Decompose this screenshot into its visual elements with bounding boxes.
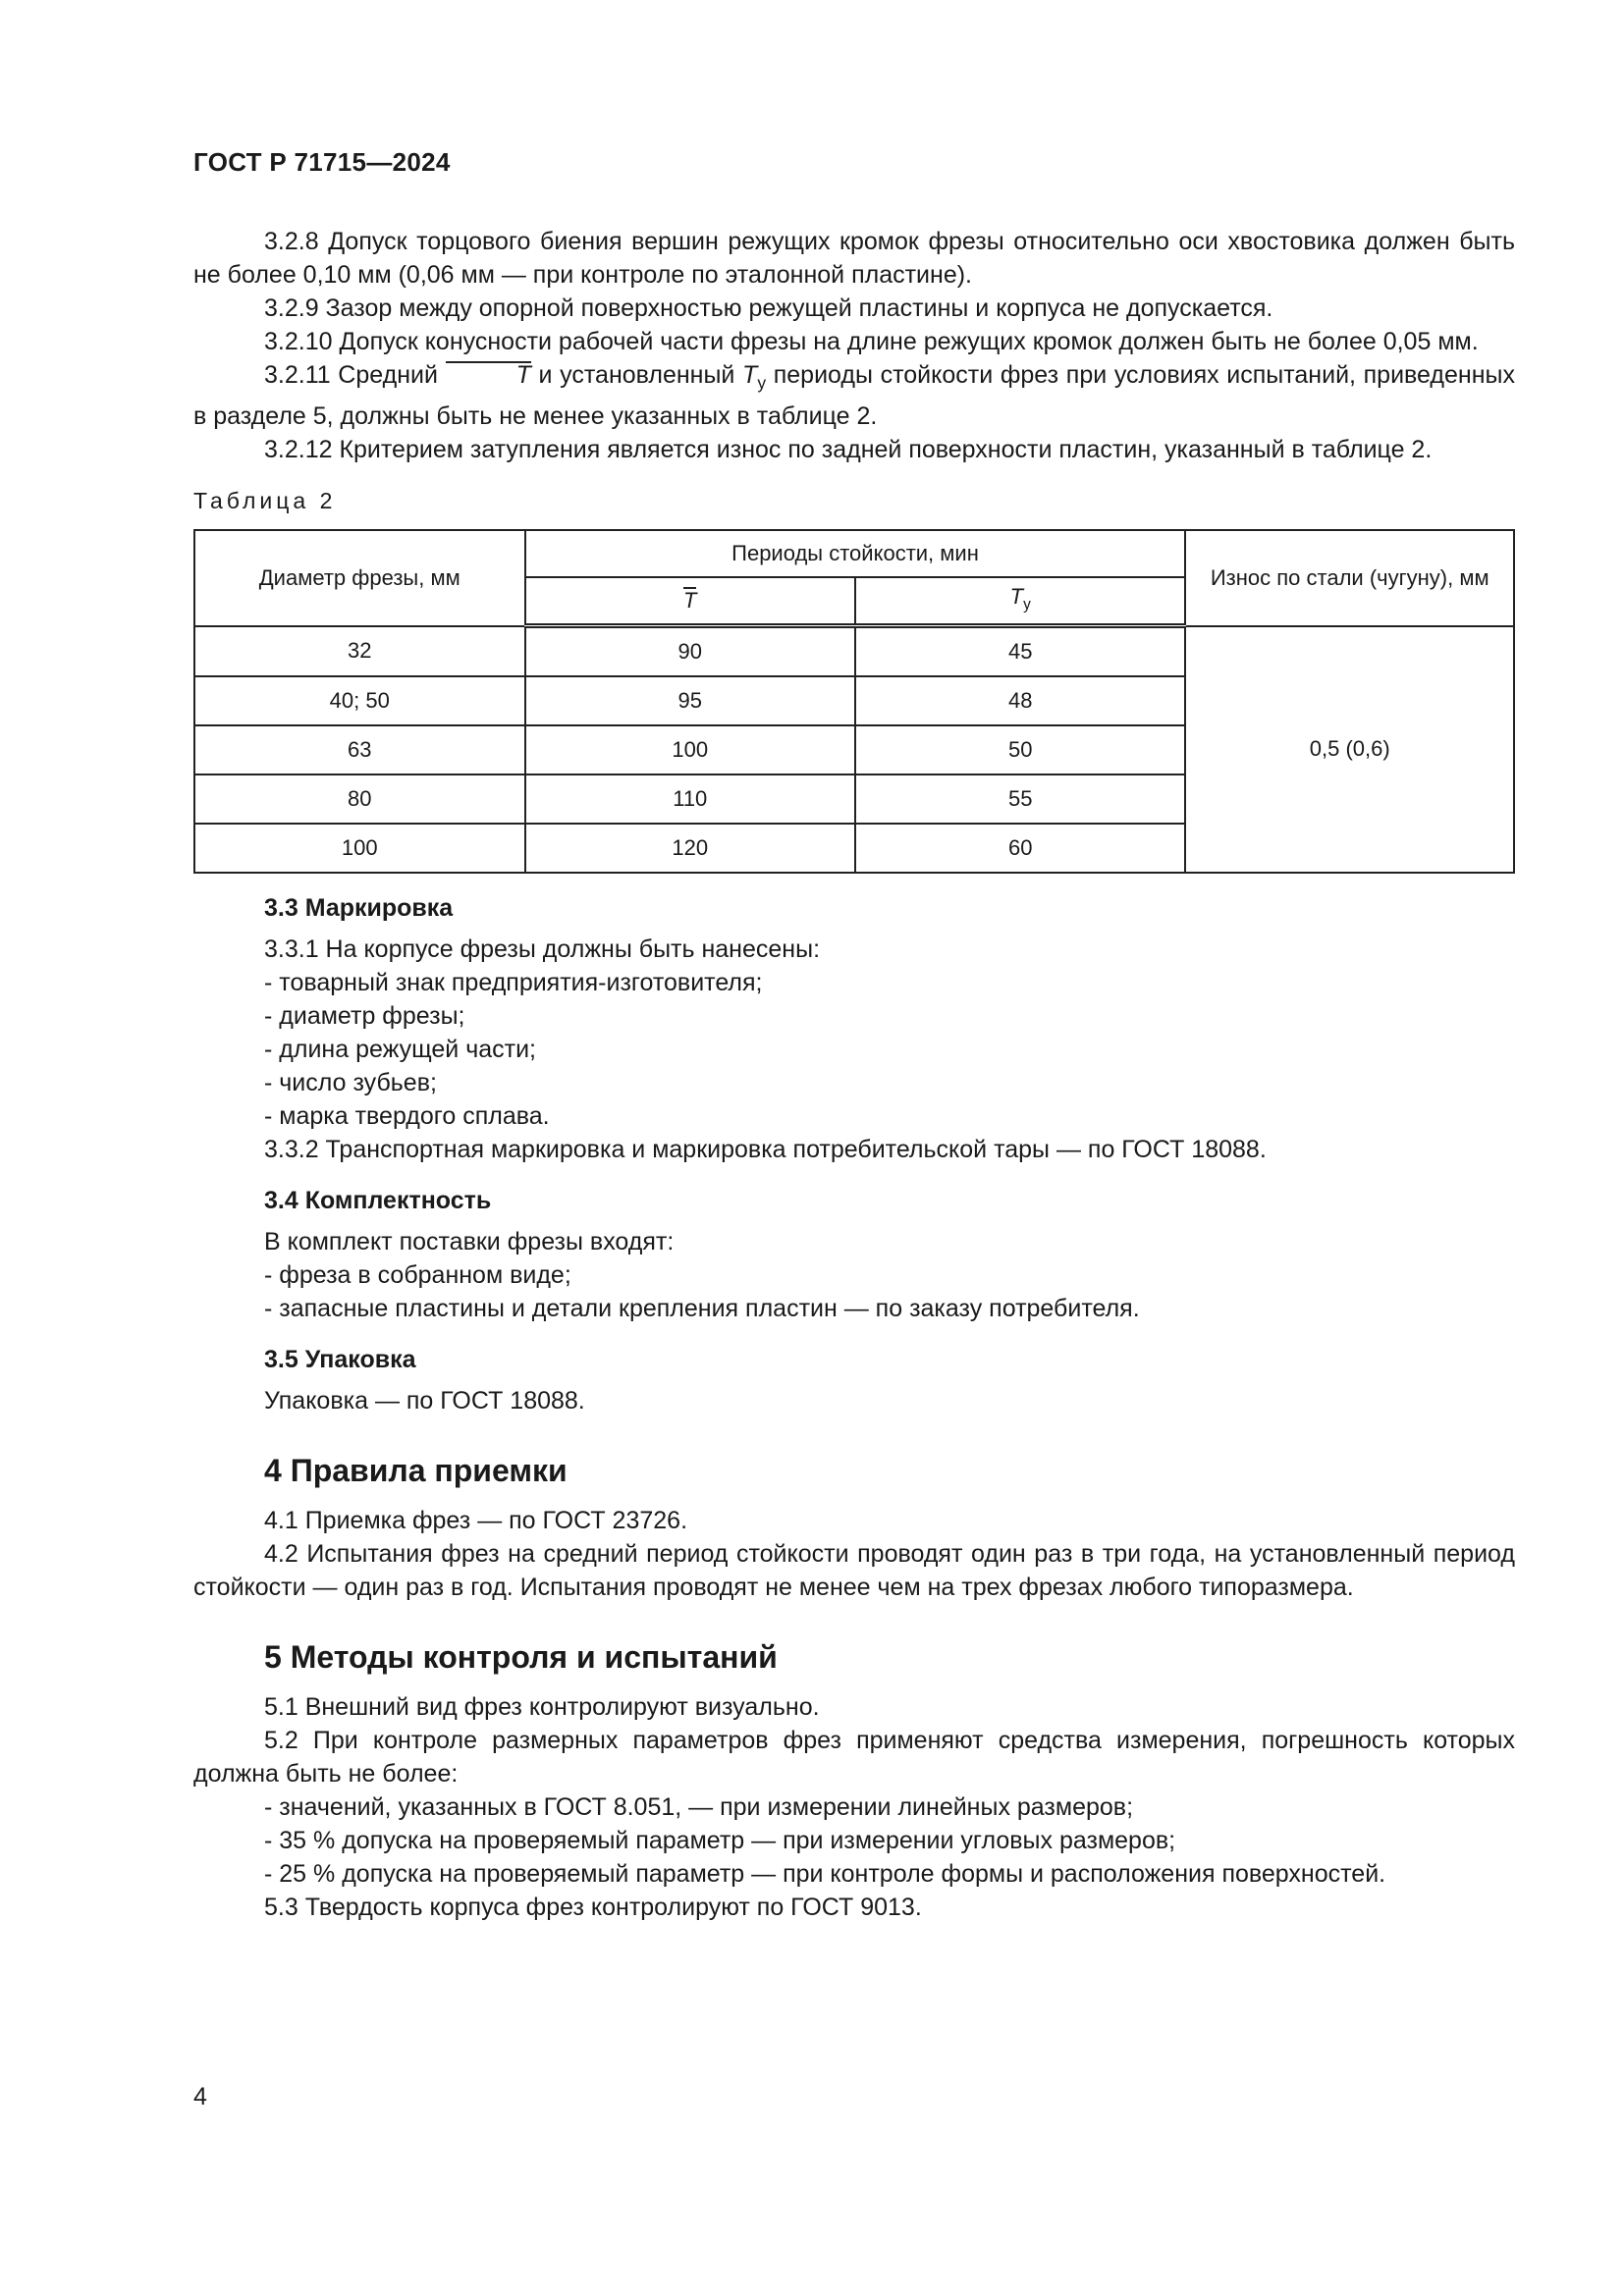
cell-t: 95 bbox=[525, 676, 855, 725]
cell-ty: 45 bbox=[855, 626, 1185, 677]
paragraph-3-2-11-part1: 3.2.11 Средний bbox=[264, 361, 446, 389]
symbol-mean-t: T bbox=[446, 361, 531, 386]
symbol-ty-subscript: у bbox=[757, 373, 767, 393]
paragraph-3-2-12: 3.2.12 Критерием затупления является износ по задней поверхности пластин, указанный в таблице 2. bbox=[264, 436, 1433, 463]
table-header-row bbox=[194, 530, 1514, 577]
cell-ty: 55 bbox=[855, 774, 1185, 824]
paragraph-3-2-11-part3: периоды стойкости фрез при условиях испытаний, приведенных в разделе 5, должны быть не менее указанных в таблице 2. bbox=[193, 361, 1515, 430]
paragraph-3-2-10: 3.2.10 Допуск конусности рабочей части фрезы на длине режущих кромок должен быть не более 0,05 мм. bbox=[264, 328, 1479, 355]
paragraph-3-2-8: 3.2.8 Допуск торцового биения вершин режущих кромок фрезы относительно оси хвостовика должен быть не более 0,10 мм (0,06 мм — при контроле по эталонной пластине). bbox=[193, 228, 1515, 289]
cell-ty: 48 bbox=[855, 676, 1185, 725]
table-caption: Таблица 2 bbox=[193, 488, 337, 513]
cell-ty: 60 bbox=[855, 824, 1185, 873]
paragraph-3-5: Упаковка — по ГОСТ 18088. bbox=[264, 1387, 585, 1415]
document-body bbox=[193, 225, 1515, 1924]
paragraph-3-3-1: 3.3.1 На корпусе фрезы должны быть нанесены: bbox=[264, 935, 821, 963]
list-item: - длина режущей части; bbox=[264, 1036, 536, 1063]
list-item: - товарный знак предприятия-изготовителя; bbox=[264, 969, 763, 996]
section-3-4-title: 3.4 Комплектность bbox=[264, 1187, 492, 1214]
header-diameter: Диаметр фрезы, мм bbox=[194, 530, 525, 626]
durability-table bbox=[193, 529, 1515, 874]
paragraph-3-2-11 bbox=[193, 358, 1515, 433]
section-5-title: 5 Методы контроля и испытаний bbox=[264, 1639, 778, 1675]
table-row bbox=[194, 626, 1514, 677]
document-header: ГОСТ Р 71715—2024 bbox=[193, 147, 451, 177]
list-item: - 35 % допуска на проверяемый параметр — при измерении угловых размеров; bbox=[264, 1827, 1176, 1854]
header-t-mean-symbol: T bbox=[683, 588, 697, 613]
paragraph-5-2: 5.2 При контроле размерных параметров фрез применяют средства измерения, погрешность которых должна быть не более: bbox=[193, 1727, 1515, 1788]
paragraph-3-2-11-part2: и установленный bbox=[530, 361, 743, 389]
paragraph-5-1: 5.1 Внешний вид фрез контролируют визуально. bbox=[264, 1693, 820, 1721]
cell-diameter: 63 bbox=[194, 725, 525, 774]
cell-diameter: 80 bbox=[194, 774, 525, 824]
section-4-title: 4 Правила приемки bbox=[264, 1453, 568, 1488]
list-item: - значений, указанных в ГОСТ 8.051, — при измерении линейных размеров; bbox=[264, 1793, 1134, 1821]
cell-diameter: 100 bbox=[194, 824, 525, 873]
section-3-3-title: 3.3 Маркировка bbox=[264, 894, 454, 922]
paragraph-4-2: 4.2 Испытания фрез на средний период стойкости проводят один раз в три года, на установленный период стойкости — один раз в год. Испытания проводят не менее чем на трех фрезах любого типоразмера. bbox=[193, 1540, 1515, 1601]
cell-diameter: 40; 50 bbox=[194, 676, 525, 725]
cell-wear: 0,5 (0,6) bbox=[1185, 626, 1514, 874]
cell-diameter: 32 bbox=[194, 626, 525, 677]
header-ty-subscript: у bbox=[1023, 596, 1031, 614]
page-number: 4 bbox=[193, 2083, 207, 2110]
list-item: - марка твердого сплава. bbox=[264, 1102, 550, 1130]
symbol-ty: T bbox=[742, 361, 758, 389]
list-item: - 25 % допуска на проверяемый параметр — при контроле формы и расположения поверхностей. bbox=[264, 1860, 1386, 1888]
paragraph-5-3: 5.3 Твердость корпуса фрез контролируют по ГОСТ 9013. bbox=[264, 1894, 922, 1921]
header-ty-symbol: T bbox=[1009, 583, 1024, 609]
header-wear: Износ по стали (чугуну), мм bbox=[1185, 530, 1514, 626]
cell-t: 90 bbox=[525, 626, 855, 677]
section-3-5-title: 3.5 Упаковка bbox=[264, 1346, 416, 1373]
cell-t: 120 bbox=[525, 824, 855, 873]
document-page bbox=[193, 0, 1515, 2296]
paragraph-3-2-9: 3.2.9 Зазор между опорной поверхностью режущей пластины и корпуса не допускается. bbox=[264, 294, 1273, 322]
list-item: - фреза в собранном виде; bbox=[264, 1261, 571, 1289]
list-item: - запасные пластины и детали крепления пластин — по заказу потребителя. bbox=[264, 1295, 1140, 1322]
list-item: - диаметр фрезы; bbox=[264, 1002, 465, 1030]
paragraph-3-4: В комплект поставки фрезы входят: bbox=[264, 1228, 675, 1255]
cell-ty: 50 bbox=[855, 725, 1185, 774]
list-item: - число зубьев; bbox=[264, 1069, 437, 1096]
header-ty bbox=[855, 577, 1185, 626]
cell-t: 100 bbox=[525, 725, 855, 774]
header-t-mean bbox=[525, 577, 855, 626]
cell-t: 110 bbox=[525, 774, 855, 824]
paragraph-4-1: 4.1 Приемка фрез — по ГОСТ 23726. bbox=[264, 1507, 688, 1534]
header-periods: Периоды стойкости, мин bbox=[525, 530, 1186, 577]
paragraph-3-3-2: 3.3.2 Транспортная маркировка и маркировка потребительской тары — по ГОСТ 18088. bbox=[264, 1136, 1267, 1163]
